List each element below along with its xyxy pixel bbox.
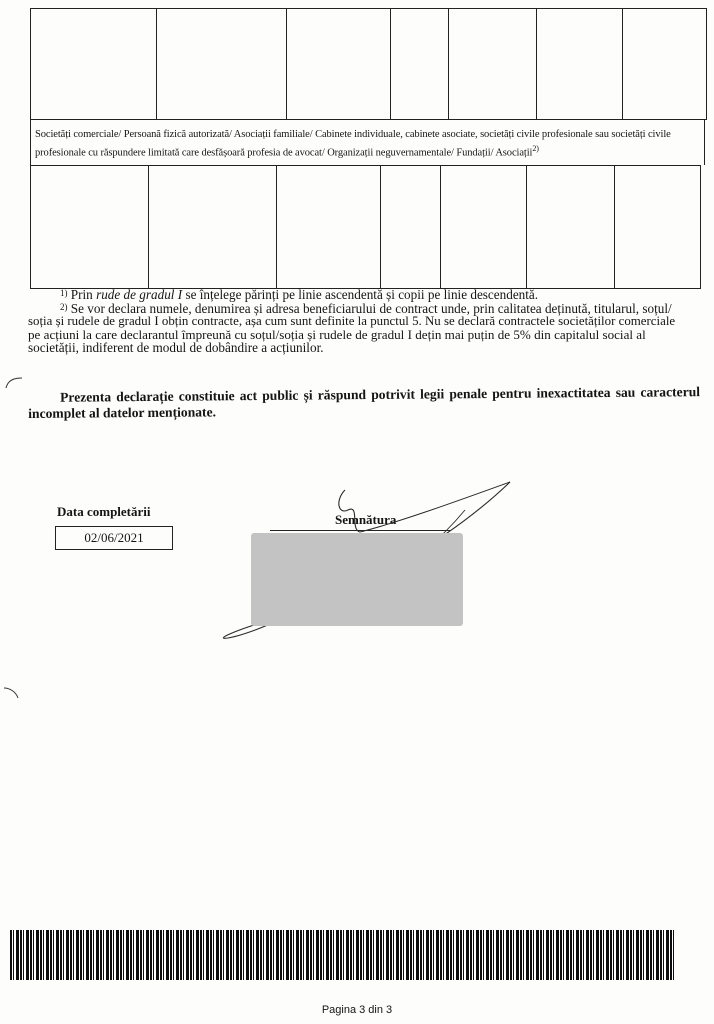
table-row bbox=[31, 9, 707, 120]
scan-edge-mark-icon bbox=[4, 376, 24, 390]
table-cell bbox=[277, 166, 381, 289]
contracts-table-bottom bbox=[30, 165, 701, 289]
completion-date-label: Data completării bbox=[57, 504, 151, 519]
table-cell bbox=[537, 9, 623, 120]
footnote-1-text: Prin bbox=[67, 287, 97, 302]
table-cell bbox=[623, 9, 707, 120]
footnote-2-ref: 2) bbox=[60, 302, 68, 312]
document-barcode bbox=[10, 930, 675, 980]
footnote-ref: 2) bbox=[532, 144, 539, 153]
signature-label: Semnătura bbox=[335, 512, 397, 527]
table-cell bbox=[449, 9, 537, 120]
table-cell bbox=[381, 166, 441, 289]
footnote-2-line-4: societății, indiferent de modul de dobândire a acțiunilor. bbox=[28, 340, 324, 355]
table-cell bbox=[157, 9, 287, 120]
footnote-1-text-rest: se înțelege părinți pe linie ascendentă și copii pe linie descendentă. bbox=[182, 287, 539, 302]
footnote-2-line-3: pe acțiuni la care declarantul împreună cu soțul/soția și rudele de gradul I dețin mai puțin de 5% din capitalul social al bbox=[28, 327, 646, 342]
footnote-1 bbox=[28, 287, 704, 301]
scan-edge-mark-icon bbox=[2, 686, 20, 700]
completion-date-value: 02/06/2021 bbox=[55, 526, 173, 550]
table-cell bbox=[31, 166, 149, 289]
table-cell bbox=[441, 166, 527, 289]
footnotes bbox=[28, 287, 704, 354]
table-cell bbox=[31, 9, 157, 120]
footnote-2-line-1 bbox=[28, 301, 704, 315]
table-cell bbox=[149, 166, 277, 289]
footnote-1-term: rude de gradul I bbox=[96, 287, 183, 302]
table-cell bbox=[615, 166, 701, 289]
redacted-area bbox=[251, 533, 463, 626]
table-row bbox=[31, 166, 701, 289]
table-cell bbox=[287, 9, 391, 120]
footnote-1-ref: 1) bbox=[60, 288, 68, 298]
contracts-table-top bbox=[30, 8, 707, 120]
category-row-label bbox=[30, 120, 705, 165]
declaration-statement: Prezenta declarație constituie act public și răspund potrivit legii penale pentru inexactitatea sau caracterul incomplet al datelor menționate. bbox=[28, 384, 701, 421]
category-text: Societăți comerciale/ Persoană fizică autorizată/ Asociații familiale/ Cabinete individuale, cabinete asociate, societăți civile profesionale sau societăți civile profesionale cu răspundere limitată care desfășoară profesia de avocat/ Organizații neguvernamentale/ Fundații/ Asociații bbox=[35, 129, 671, 159]
table-cell bbox=[527, 166, 615, 289]
footnote-2-line-2: soția și rudele de gradul I obțin contracte, așa cum sunt definite la punctul 5. Nu se declară contractele societăților comerciale bbox=[28, 314, 676, 328]
footnote-2-text: Se vor declara numele, denumirea și adresa beneficiarului de contract unde, prin calitatea deținută, titularul, soțul/ bbox=[67, 301, 672, 316]
table-cell bbox=[391, 9, 449, 120]
page-number: Pagina 3 din 3 bbox=[321, 1004, 393, 1016]
